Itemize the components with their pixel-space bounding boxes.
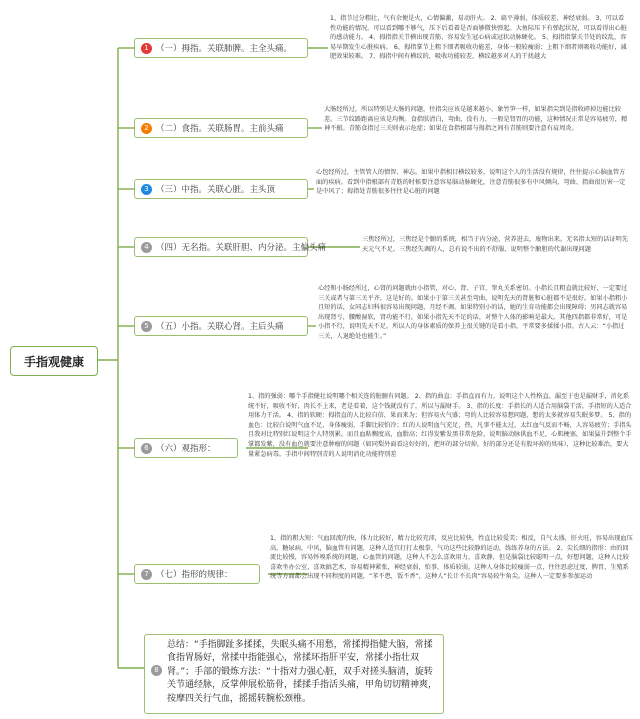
- number-badge-4: 4: [141, 242, 152, 253]
- detail-text-little: 心经和小肠经所过，心肾的问题就由小指管，对心、肾、子宫、睾丸关系密切。小指长且粗直就比较好，一定要过三关或者与第三关平齐，这是好的。如果小于第三关甚至弯曲，说明先天的肾脏和心脏都不是很好。如果小指粗小且短的话，女同志妇科很容易出现问题，月经不调。如果特别小的话，她的生育功能都会出现障碍；男同志就容易出现肾亏，腰酸湿软，肾功能不行。如果小指先天不足的话，对整个人体的影响是最大。其他四指都非常好，可是小指不行，说明先天不足。所以人的身体素质的保养上很关键的是看小指，平常要多揉揉小指。古人云：“小指过三关，人退绝处也能生。”: [318, 285, 628, 340]
- branch-node-finger-rules[interactable]: [134, 564, 260, 584]
- root-node[interactable]: [10, 346, 98, 376]
- detail-text-ring: 三焦经所过，三焦经是个腑的系统，相当于内分泌，营养进去，废物出来。无名指太短的话证明先天元气不足。三焦经失调的人，总有说不出的不舒服，说明整个腑胆的代谢出现问题: [362, 236, 629, 253]
- branch-label: （七）指形的规律：: [156, 570, 233, 580]
- number-badge-3: 3: [141, 184, 152, 195]
- detail-text-finger-rules: 1、指的粗大短：气血回流的快，体力比较好，精力比较充沛，反应比较快，性直比较爱美；相反，自气太盛，肝火旺，容易出现血压高，糖尿病，中风，脑血管有问题，这种人适宜打打太极拳，气功这些比较静的运动，练练养身的方法。 2、尖长细的指形：由的回流比较慢，容易怀嗅系统的问题，心血管的问题，这种人不怎么喜欢用力，喜欢静，但是脑袋比较聪明一点，好想问题，这种人比较喜欢坐办公室，喜欢搞艺术，容易精神紧张，神经衰弱，怕事，体质较弱，这种人身体比较瘦弱一点，往往思虑过度，脾胃，生殖系统等方面都会出现不同程度的问题，“苯不患，饭不香”，这种人“长计不长肉”容易较牛角尖。这种人一定要多参加运动: [270, 535, 633, 581]
- branch-node-thumb[interactable]: [134, 38, 308, 58]
- branch-label: （四）无名指。关联肝胆、内分泌。主偏头痛: [156, 243, 327, 253]
- root-title: 手指观健康: [23, 354, 84, 369]
- number-badge-2: 2: [141, 123, 152, 134]
- detail-text-finger-shape: 1、指的强弱：哪个手指健壮说明哪个相关连的脏腑有问题。 2、指的曲直：手指直而有力，说明这个人性格直、漏至于也是漏财手，消化系统不好，吸收不好，肉长不上来，老是看着，这个钱就没有了，所以与漏财手。 3、指的长度：手指长的人适合用脑袋干活，手指短的人适合用体力干活。 4、指的软硬：拇指直的人比较自信，果而来为；但容易火气盛；弯的人比较容易想问题，想的太多就容易失眠多梦。 5、指的血色：比较白说明气血不足，身体瘦弱，手脚比较怕冷；红的人说明血气充足，热，凡事不能太过，太红血气反而不畅，人容易疲劳；手指头且我对比特别红说明这个人特别累。而且血粘稠度高，血脂高；红得发紫发黑非常危险，说明脑动脉供血不足，心肌梗塞，如果猛升到整个手掌都发紫，没有血色就要注意肿瘤的问题（如同梨外面看这好好的，把坏的部分切掉，好的部分还是有股坏掉的臭味），这种比较难治，要大量紧急病毒。手指中间特别青的人说明消化功能特别差: [248, 393, 632, 458]
- branch-label: （三）中指。关联心脏。主头顶: [156, 185, 276, 195]
- number-badge-1: 1: [141, 43, 152, 54]
- branch-node-middle[interactable]: [134, 179, 308, 199]
- summary-node[interactable]: [144, 634, 444, 714]
- number-badge-6: 6: [141, 443, 152, 454]
- number-badge-7: 7: [141, 569, 152, 580]
- number-badge-5: 5: [141, 321, 152, 332]
- branch-node-index[interactable]: [134, 118, 308, 138]
- summary-text: 总结：“手指脚趾多揉揉，失眠头痛不用愁，常揉拇指健大脑，常揉食指胃肠好，常揉中指能强心，常揉环指肝平安，常揉小指壮双肾。”；手部的锻炼方法：“十指对力强心脏，双手对搓头脑清，旋转关节通经脉，反掌伸展松筋骨，揉揉手指活头痛，甲角切切精神爽，按摩四关行气血，摇摇转腕松颈椎。: [167, 640, 438, 704]
- branch-label: （一）拇指。关联肺脾。主全头痛。: [156, 44, 293, 54]
- branch-node-ring[interactable]: [134, 237, 327, 257]
- number-badge-8: 8: [151, 665, 162, 676]
- branch-node-finger-shape[interactable]: [134, 438, 238, 458]
- branch-label: （六）观指形：: [156, 444, 216, 454]
- branch-label: （五）小指。关联心肾。主后头痛: [156, 322, 284, 332]
- detail-text-thumb: 1、指节过分粗壮，气有余便是火，心情偏激，易动肝火。 2、扁平薄弱，体质较差，神经衰弱。 3、可以看性功能的情况。可以看到哪不够气，压下后看着是否面够微快弹起。大鱼际压下有弹起状况，可以看得出心脏的感动能力。 4、拇指指关节横出现青筋，容易发生冠心病或冠状动脉硬化。 5、拇指指掌关节处的纹乱，容易早期发生心脏疾病。 6、拇指掌节上粗下细者吸收功能差，身体一般较瘦弱；上粗下细者则吸收功能好，减肥效果较难。 7、拇指中间有横纹的，吸收功能较差，横纹越多对人的干扰越大: [330, 15, 627, 61]
- branch-label: （二）食指。关联肠胃。主前头痛: [156, 124, 284, 134]
- detail-text-index: 大肠经所过，所以特别是大肠的问题，往指尖应该是越来越小，象竹笋一样，如果指尖到是指收碎掉边能比较差。三节纹路距离应该是均衡。食指肤清白，弯曲，没有力，一般是肾胃的功能，这种情况正常是容易疲劳，精神不振。青筋食指过三关则表示危症；如果在食指根部与拇指之间有青筋则要注意有肩周炎。: [324, 106, 628, 133]
- branch-node-little[interactable]: [134, 316, 308, 336]
- detail-text-middle: 心包经所过，主管管人的情智、神志。如果中指相目横纹较多，说明这个人的生活没有规律，往往提示心脑血管方面的疾病。看到中指根部有青筋的时候要注意容易脑动脉硬化，注意青筋很多有中风倾向，弯曲、指曲很厉害一定是中风了；拇指处青筋很多往往是心脏的问题: [316, 169, 626, 196]
